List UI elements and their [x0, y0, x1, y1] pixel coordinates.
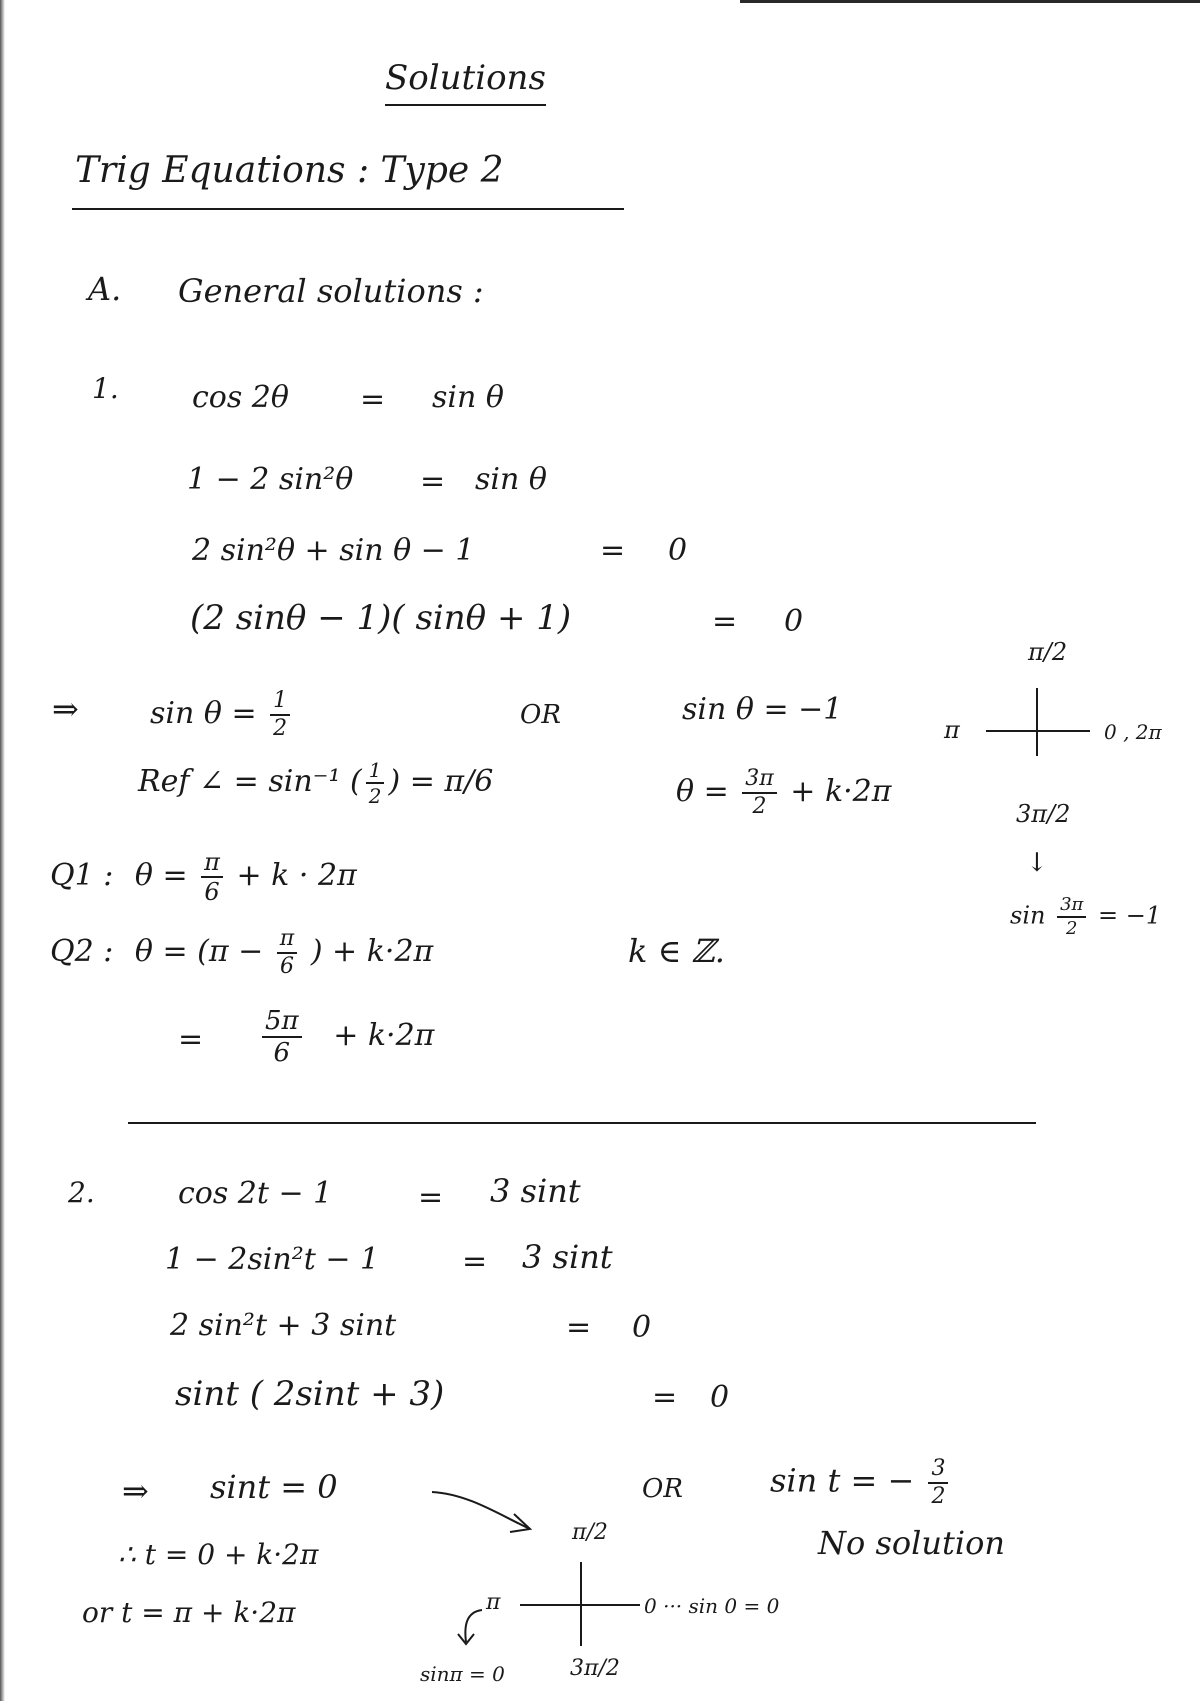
fraction-denominator: 2: [368, 784, 382, 808]
p1-line1-eq: =: [360, 382, 386, 417]
theta-fraction: [742, 768, 776, 818]
page-subtitle: Trig Equations : Type 2: [75, 150, 504, 191]
connector-arrow-icon: [428, 1484, 538, 1544]
p2-diagram-top-label: π/2: [572, 1520, 608, 1545]
scan-edge-left: [0, 0, 5, 1701]
p2-diagram-left-note: sinπ = 0: [420, 1662, 505, 1686]
p2-solution-1: ∴ t = 0 + k·2π: [118, 1538, 319, 1571]
p2-or-label: OR: [642, 1474, 683, 1504]
q1-solution: [50, 850, 357, 904]
p2-line3-eq: =: [566, 1310, 592, 1345]
case2-prefix: sin t = −: [770, 1461, 915, 1500]
p1-case1: [150, 690, 294, 740]
fraction-numerator: 3π: [1057, 896, 1086, 918]
down-arrow-icon: ↓: [1026, 848, 1048, 878]
scan-edge-top: [740, 0, 1200, 3]
fraction-denominator: 6: [280, 954, 295, 979]
p2-line4-rhs: 0: [710, 1380, 730, 1415]
section-label: A.: [88, 270, 122, 308]
fraction-denominator: 6: [204, 878, 220, 906]
p1-line2-eq: =: [420, 464, 446, 499]
fraction-denominator: 2: [1066, 918, 1078, 939]
implies-arrow-2: ⇒: [122, 1472, 149, 1510]
p2-diagram-bottom-label: 3π/2: [570, 1656, 620, 1681]
fraction-numerator: 5π: [262, 1008, 302, 1038]
p2-line3-lhs: 2 sin²t + 3 sint: [170, 1308, 397, 1343]
p1-line4-rhs: 0: [784, 604, 804, 639]
fraction-numerator: 1: [366, 760, 385, 784]
p1-line1-lhs: cos 2θ: [192, 380, 289, 415]
fraction-denominator: 2: [931, 1484, 946, 1509]
no-solution-text: No solution: [818, 1524, 1005, 1562]
p2-diagram-right-label: 0 ··· sin 0 = 0: [644, 1594, 780, 1618]
page-title: Solutions: [385, 58, 546, 106]
fraction-denominator: 2: [752, 794, 767, 819]
p1-diagram-horizontal-axis: [986, 730, 1090, 732]
p1-line4-eq: =: [712, 604, 738, 639]
q2-eq-sign: =: [178, 1022, 204, 1057]
p1-diagram-bottom-label: 3π/2: [1016, 800, 1071, 828]
p2-line1-eq: =: [418, 1180, 444, 1215]
p1-reference-angle: [138, 760, 493, 806]
q1-fraction: [201, 850, 223, 904]
p1-case2: sin θ = −1: [682, 692, 843, 727]
fraction-numerator: π: [201, 850, 223, 878]
p2-line1-rhs: 3 sint: [490, 1172, 581, 1210]
p1-diagram-left-label: π: [944, 716, 960, 744]
note-prefix: sin: [1010, 901, 1046, 930]
theta-suffix: + k·2π: [790, 774, 892, 809]
p2-diagram-left-label: π: [486, 1590, 501, 1615]
p2-case2: [770, 1458, 952, 1508]
q2-solution: [50, 928, 433, 978]
curved-arrow-icon: [452, 1604, 492, 1652]
q1-prefix: θ =: [134, 858, 188, 893]
fraction-numerator: 3: [928, 1458, 948, 1484]
p1-line1-rhs: sin θ: [432, 380, 504, 415]
p1-line2-rhs: sin θ: [475, 462, 547, 497]
p1-line2-lhs: 1 − 2 sin²θ: [187, 462, 354, 497]
p1-case1-lhs: sin θ =: [150, 696, 257, 731]
p2-line1-lhs: cos 2t − 1: [178, 1176, 333, 1211]
p2-line4-lhs: sint ( 2sint + 3): [175, 1374, 445, 1414]
ref-fraction: [366, 760, 385, 806]
p2-line2-lhs: 1 − 2sin²t − 1: [165, 1242, 380, 1277]
q2-fraction: [277, 928, 297, 978]
q2-prefix: θ = (π −: [134, 934, 264, 969]
q2-simplified: [258, 1008, 434, 1066]
k-domain: k ∈ ℤ.: [628, 932, 725, 970]
p1-diagram-vertical-axis: [1036, 688, 1038, 756]
p2-line2-eq: =: [462, 1244, 488, 1279]
q2-suffix: ) + k·2π: [310, 934, 434, 969]
q2b-fraction: [262, 1008, 302, 1066]
p1-line4-lhs: (2 sinθ − 1)( sinθ + 1): [190, 598, 572, 638]
note-fraction: [1057, 896, 1086, 938]
fraction-numerator: π: [277, 928, 297, 954]
note-suffix: = −1: [1098, 901, 1162, 930]
case2-fraction: [928, 1458, 948, 1508]
p1-theta-solution: [676, 768, 892, 818]
p1-line3-lhs: 2 sin²θ + sin θ − 1: [192, 533, 475, 568]
p1-case1-fraction: [270, 690, 290, 740]
ref-prefix: Ref ∠ = sin⁻¹ (: [138, 764, 362, 799]
problem-1-number: 1.: [92, 372, 119, 405]
section-title: General solutions :: [178, 272, 484, 310]
q2b-suffix: + k·2π: [333, 1018, 435, 1053]
problem-divider: [128, 1122, 1036, 1124]
p2-line3-rhs: 0: [632, 1310, 652, 1345]
p1-line3-rhs: 0: [668, 533, 688, 568]
implies-arrow: ⇒: [52, 690, 79, 728]
q1-suffix: + k · 2π: [236, 858, 357, 893]
fraction-numerator: 3π: [742, 768, 776, 794]
fraction-denominator: 2: [273, 716, 288, 741]
p1-diagram-right-label: 0 , 2π: [1104, 720, 1162, 744]
p1-line3-eq: =: [600, 533, 626, 568]
fraction-denominator: 6: [273, 1038, 291, 1068]
p2-line2-rhs: 3 sint: [522, 1238, 613, 1276]
ref-suffix: ) = π/6: [388, 764, 494, 799]
p1-or-label: OR: [520, 700, 561, 730]
p2-diagram-horizontal-axis: [520, 1604, 640, 1606]
p2-line4-eq: =: [652, 1380, 678, 1415]
q1-label: Q1 :: [50, 858, 114, 893]
fraction-numerator: 1: [270, 690, 290, 716]
subtitle-underline: [72, 208, 624, 210]
p2-case1: sint = 0: [210, 1468, 338, 1506]
theta-prefix: θ =: [676, 774, 729, 809]
q2-label: Q2 :: [50, 934, 114, 969]
p1-diagram-note: [1010, 896, 1161, 938]
p2-solution-2: or t = π + k·2π: [82, 1596, 296, 1629]
p1-diagram-top-label: π/2: [1028, 638, 1068, 666]
problem-2-number: 2.: [68, 1176, 95, 1209]
